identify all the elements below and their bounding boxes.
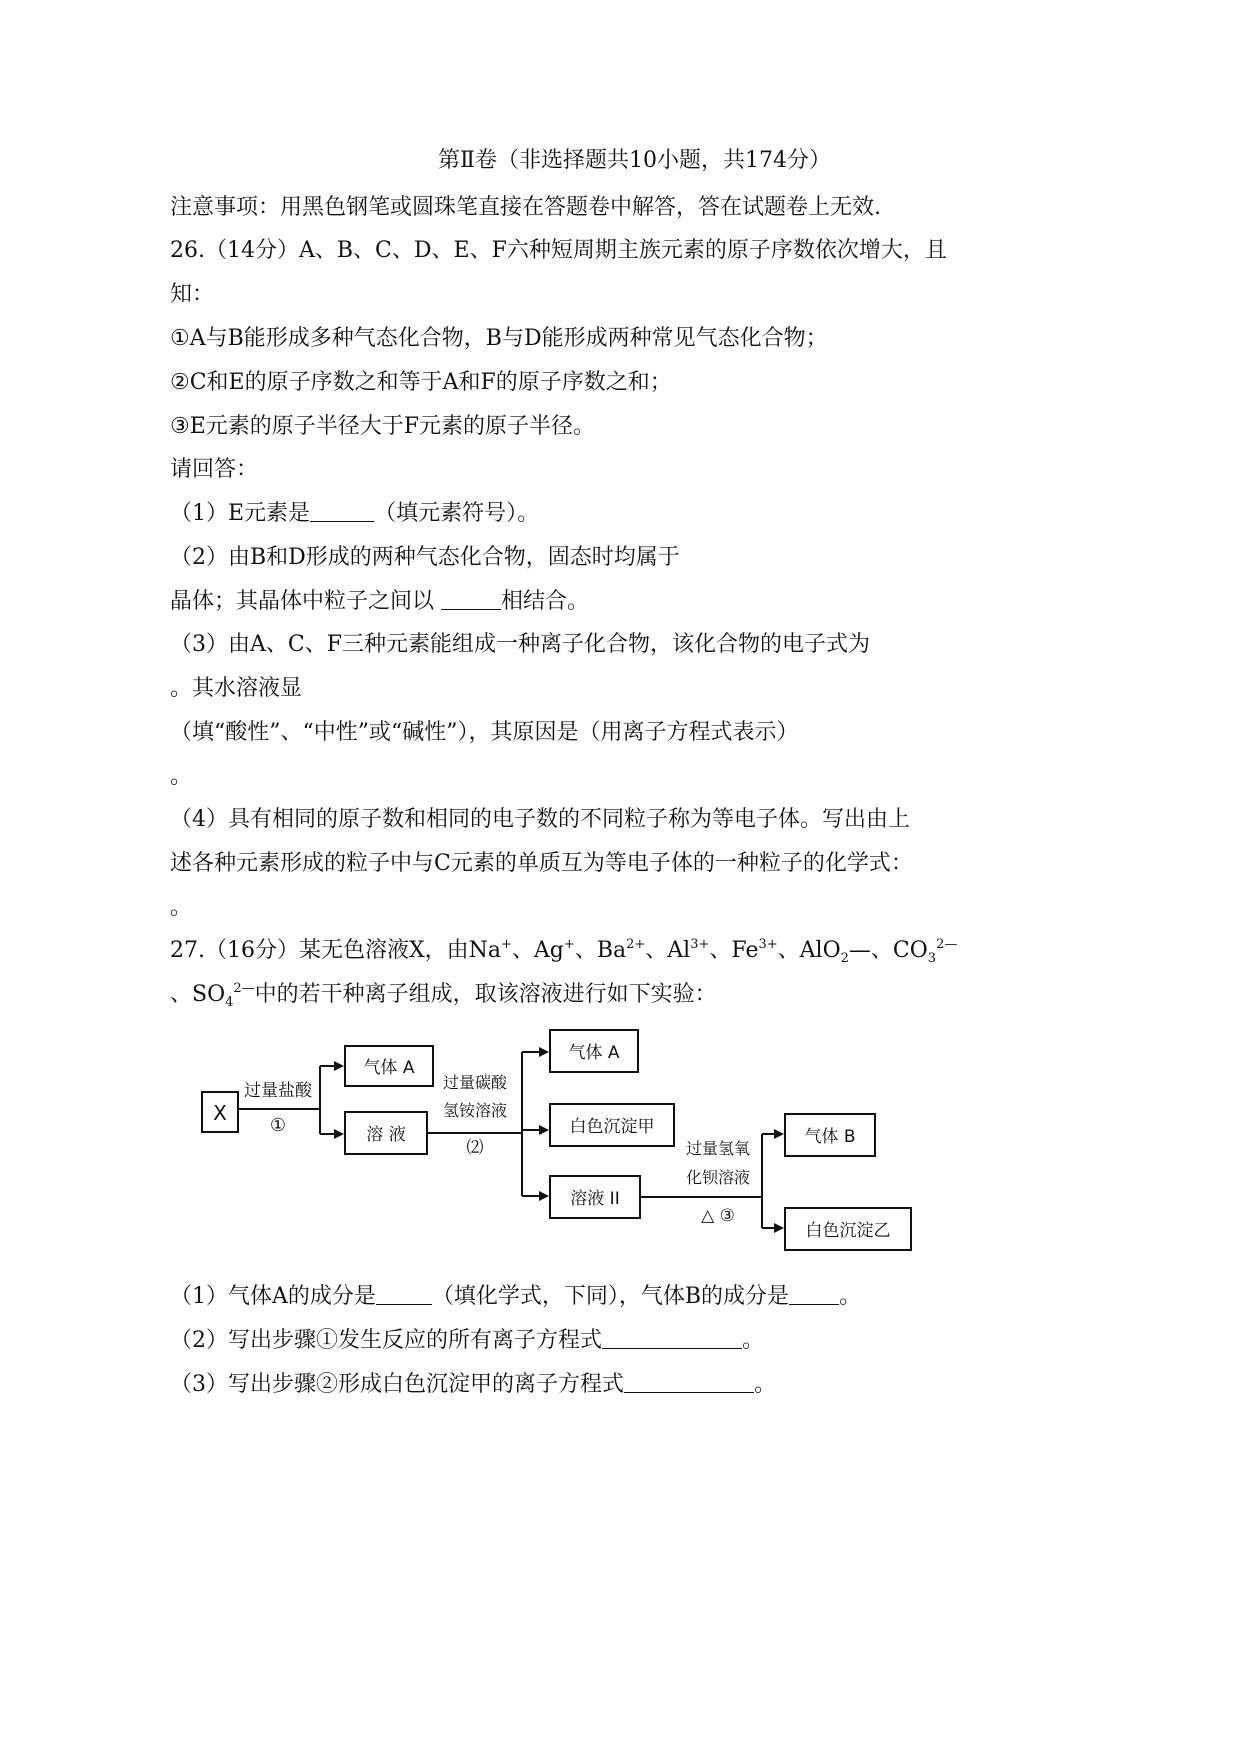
q26-part4-line1: （4）具有相同的原子数和相同的电子数的不同粒子称为等电子体。写出由上 — [170, 807, 910, 832]
q27-part1-text-b: （填化学式，下同），气体B的成分是 — [431, 1284, 790, 1309]
ba-ion: 、Ba — [574, 938, 627, 963]
q26-part2-line1: （2）由B和D形成的两种气态化合物，固态时均属于 — [170, 545, 680, 570]
answer-blank[interactable] — [602, 1326, 742, 1349]
q27-stem-text: 27.（16分）某无色溶液X，由Na — [170, 938, 502, 963]
q27-stem-text-2: 中的若干种离子组成，取该溶液进行如下实验： — [254, 982, 717, 1007]
q26-part1-text-a: （1）E元素是 — [170, 501, 311, 526]
q26-prompt: 请回答： — [170, 457, 259, 482]
step1-reagent: 过量盐酸 — [244, 1081, 312, 1101]
q26-stem-line1: 26.（14分）A、B、C、D、E、F六种短周期主族元素的原子序数依次增大，且 — [170, 238, 947, 263]
step3-condition: △ ③ — [701, 1206, 735, 1226]
step2-number: ⑵ — [466, 1138, 484, 1158]
q26-part4-line2: 述各种元素形成的粒子中与C元素的单质互为等电子体的一种粒子的化学式： — [170, 851, 913, 876]
so4-ion: 、SO — [170, 982, 226, 1007]
q27-part1-text-c: 。 — [839, 1284, 862, 1309]
q26-condition-1: ①A与B能形成多种气态化合物，B与D能形成两种常见气态化合物； — [170, 326, 828, 351]
q26-part2-line2 — [170, 587, 589, 617]
q26-part3-line3: （填“酸性”、“中性”或“碱性”），其原因是（用离子方程式表示） — [170, 720, 799, 745]
gas-b-label: 气体 B — [804, 1127, 856, 1147]
fe-ion: 、Fe — [709, 938, 759, 963]
q27-part3-text-a: （3）写出步骤②形成白色沉淀甲的离子方程式 — [170, 1372, 624, 1397]
arrow-head — [334, 1129, 344, 1139]
x-box-label: X — [213, 1101, 227, 1125]
arrow-head — [334, 1061, 344, 1071]
q26-condition-2: ②C和E的原子序数之和等于A和F的原子序数之和； — [170, 370, 672, 395]
q26-part3-line4: 。 — [170, 764, 193, 789]
step1-number: ① — [269, 1115, 287, 1136]
al-ion: 、Al — [645, 938, 691, 963]
q26-part4-line3: 。 — [170, 895, 193, 920]
q26-part3-line1: （3）由A、C、F三种元素能组成一种离子化合物，该化合物的电子式为 — [170, 632, 870, 657]
arrow-head — [539, 1125, 549, 1135]
arrow-head — [774, 1223, 784, 1233]
co3-ion: 、CO — [870, 938, 928, 963]
step3-reagent-line1: 过量氢氧 — [685, 1139, 751, 1158]
ba-charge: 2+ — [626, 937, 646, 952]
al-charge: 3+ — [690, 937, 710, 952]
q27-part3-text-b: 。 — [754, 1372, 777, 1397]
answer-blank[interactable] — [441, 587, 501, 610]
answer-blank[interactable] — [789, 1282, 839, 1305]
q26-part2-text-a: 晶体；其晶体中粒子之间以 — [170, 589, 441, 614]
q27-part2 — [170, 1326, 764, 1356]
q26-part1-text-b: （填元素符号）。 — [374, 501, 540, 526]
q26-part2-text-b: 相结合。 — [501, 589, 590, 614]
arrow-head — [539, 1191, 549, 1201]
q26-stem-line2: 知： — [170, 282, 215, 307]
ag-ion: 、Ag — [511, 938, 564, 963]
experiment-flowchart — [200, 1020, 920, 1260]
q26-condition-3: ③E元素的原子半径大于F元素的原子半径。 — [170, 414, 596, 439]
alo2-charge: — — [848, 938, 871, 963]
so4-subscript: 4 — [225, 995, 234, 1010]
gas-a-label-2: 气体 A — [568, 1043, 620, 1063]
q27-part2-text-a: （2）写出步骤①发生反应的所有离子方程式 — [170, 1328, 602, 1353]
q26-part3-line2: 。其水溶液显 — [170, 676, 303, 701]
q27-stem-line2 — [170, 980, 717, 1010]
solution-label: 溶 液 — [366, 1125, 406, 1145]
co3-subscript: 3 — [927, 951, 937, 966]
arrow-head — [774, 1129, 784, 1139]
fe-charge: 3+ — [758, 937, 778, 952]
na-charge: + — [501, 937, 512, 952]
section-title: 第Ⅱ卷（非选择题共10小题，共174分） — [438, 148, 831, 173]
solution-ii-label: 溶液 II — [570, 1189, 620, 1209]
q27-part1 — [170, 1282, 861, 1312]
white-ppt-jia-label: 白色沉淀甲 — [569, 1117, 655, 1137]
answer-blank[interactable] — [376, 1282, 432, 1305]
alo2-ion: 、AlO — [777, 938, 841, 963]
white-ppt-yi-label: 白色沉淀乙 — [805, 1221, 891, 1241]
co3-charge: 2— — [936, 937, 958, 952]
ag-charge: + — [563, 937, 575, 952]
q27-part1-text-a: （1）气体A的成分是 — [170, 1284, 376, 1309]
notice: 注意事项：用黑色钢笔或圆珠笔直接在答题卷中解答，答在试题卷上无效. — [170, 195, 881, 220]
gas-a-label: 气体 A — [363, 1058, 415, 1078]
q27-part2-text-b: 。 — [742, 1328, 765, 1353]
q26-part1 — [170, 499, 539, 529]
answer-blank[interactable] — [624, 1370, 754, 1393]
q27-stem-line1 — [170, 936, 957, 966]
so4-charge: 2— — [233, 981, 255, 996]
q27-part3 — [170, 1370, 776, 1400]
answer-blank[interactable] — [310, 499, 374, 522]
arrow-head — [539, 1047, 549, 1057]
step3-reagent-line2: 化钡溶液 — [685, 1168, 751, 1187]
step2-reagent-line1: 过量碳酸 — [442, 1073, 508, 1092]
step2-reagent-line2: 氢铵溶液 — [442, 1101, 508, 1120]
alo2-subscript: 2 — [840, 951, 849, 966]
